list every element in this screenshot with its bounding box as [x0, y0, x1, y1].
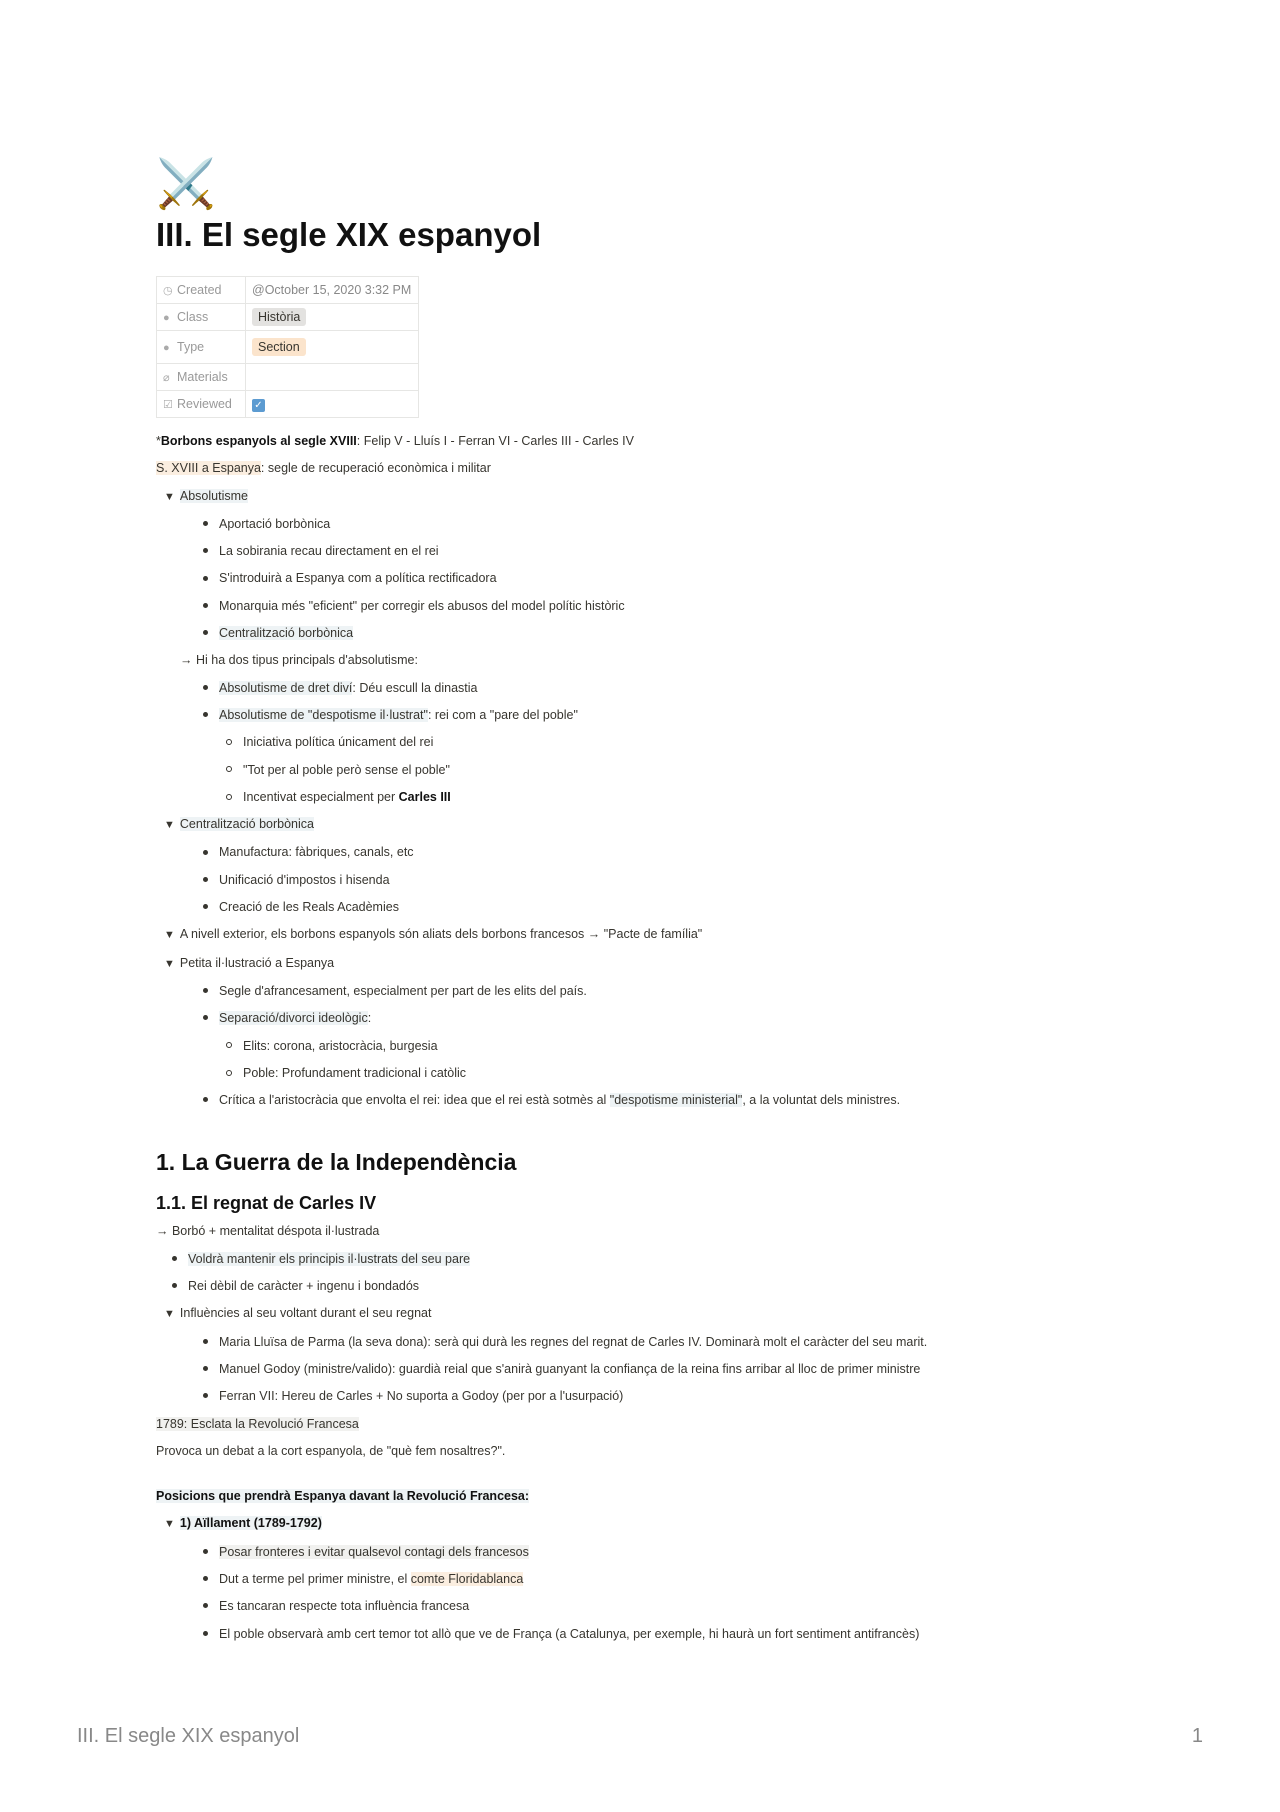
type-tag[interactable]: Section	[252, 338, 306, 356]
arrow-line: → Borbó + mentalitat déspota il·lustrada	[156, 1224, 380, 1239]
list-item: Manuel Godoy (ministre/valido): guardià reial que s'anirà guanyant la confiança de la reina fins arribar al lloc de primer ministre	[156, 1356, 1156, 1383]
list-item: Posar fronteres i evitar qualsevol contagi dels francesos	[156, 1539, 1156, 1566]
list-item: Es tancaran respecte tota influència francesa	[156, 1593, 1156, 1620]
page-content	[156, 160, 1156, 1648]
select-icon: ●	[163, 312, 170, 324]
list-item: Dut a terme pel primer ministre, el comte Floridablanca	[156, 1566, 1156, 1593]
page-number: 1	[1191, 1725, 1203, 1747]
list-item: Manufactura: fàbriques, canals, etc	[156, 839, 1156, 866]
list-item: Centralització borbònica	[156, 620, 1156, 647]
arrow-line: → Hi ha dos tipus principals d'absolutisme:	[180, 653, 418, 668]
crossed-swords-icon: ⚔️	[156, 158, 216, 211]
clock-icon: ◷	[163, 285, 173, 297]
created-value: @October 15, 2020 3:32 PM	[246, 277, 419, 304]
toggle-aillament[interactable]: ▼ 1) Aïllament (1789-1792)	[164, 1516, 322, 1531]
list-item: Creació de les Reals Acadèmies	[156, 894, 1156, 921]
materials-value[interactable]	[246, 364, 419, 391]
subsection-heading: 1.1. El regnat de Carles IV	[156, 1193, 377, 1214]
sub-list-item: Iniciativa política únicament del rei	[156, 729, 1156, 756]
toggle-triangle-icon[interactable]: ▼	[164, 929, 175, 942]
list-item: Crítica a l'aristocràcia que envolta el rei: idea que el rei està sotmès al "despotisme ministerial", a la voluntat dels ministres.	[156, 1087, 1156, 1114]
property-class: ● Class Història	[157, 304, 419, 331]
toggle-triangle-icon[interactable]: ▼	[164, 957, 175, 970]
toggle-triangle-icon[interactable]: ▼	[164, 1518, 175, 1531]
properties-table	[156, 276, 419, 418]
list-item: Ferran VII: Hereu de Carles + No suporta a Godoy (per por a l'usurpació)	[156, 1383, 1156, 1410]
list-item: Aportació borbònica	[156, 511, 1156, 538]
toggle-influencies[interactable]: ▼ Influències al seu voltant durant el seu regnat	[164, 1306, 432, 1321]
property-reviewed: ☑ Reviewed ✓	[157, 391, 419, 418]
page-title: III. El segle XIX espanyol	[156, 216, 542, 253]
list-item: Separació/divorci ideològic:	[156, 1005, 1156, 1032]
toggle-absolutisme[interactable]: ▼ Absolutisme	[164, 488, 248, 503]
page-footer	[77, 1725, 1203, 1748]
list-item: Monarquia més "eficient" per corregir els abusos del model polític històric	[156, 593, 1156, 620]
sub-list-item: "Tot per al poble però sense el poble"	[156, 757, 1156, 784]
paragraph: Provoca un debat a la cort espanyola, de "què fem nosaltres?".	[156, 1443, 506, 1458]
list-item: Rei dèbil de caràcter + ingenu i bondadós	[156, 1273, 1156, 1300]
property-type: ● Type Section	[157, 331, 419, 364]
list-item: S'introduirà a Espanya com a política rectificadora	[156, 565, 1156, 592]
reviewed-checkbox[interactable]: ✓	[252, 399, 265, 412]
sub-list-item: Poble: Profundament tradicional i catòlic	[156, 1060, 1156, 1087]
list-item: Absolutisme de "despotisme il·lustrat": rei com a "pare del poble"	[156, 702, 1156, 729]
toggle-triangle-icon[interactable]: ▼	[164, 1308, 175, 1321]
checkbox-property-icon: ☑	[163, 399, 173, 411]
toggle-exterior[interactable]: ▼ A nivell exterior, els borbons espanyols són aliats dels borbons francesos → "Pacte de família"	[164, 927, 703, 942]
list-item: La sobirania recau directament en el rei	[156, 538, 1156, 565]
property-materials: ⌀ Materials	[157, 364, 419, 391]
bold-heading: Posicions que prendrà Espanya davant la Revolució Francesa:	[156, 1489, 530, 1504]
intro-line-2: S. XVIII a Espanya: segle de recuperació econòmica i militar	[156, 461, 491, 476]
section-heading: 1. La Guerra de la Independència	[156, 1149, 517, 1176]
select-icon: ●	[163, 342, 170, 354]
toggle-centralitzacio[interactable]: ▼ Centralització borbònica	[164, 817, 314, 832]
list-item: Absolutisme de dret diví: Déu escull la dinastia	[156, 675, 1156, 702]
toggle-illustracio[interactable]: ▼ Petita il·lustració a Espanya	[164, 955, 335, 970]
paragraph: 1789: Esclata la Revolució Francesa	[156, 1416, 359, 1431]
sub-list-item: Elits: corona, aristocràcia, burgesia	[156, 1033, 1156, 1060]
intro-line-1: *Borbons espanyols al segle XVIII: Felip V - Lluís I - Ferran VI - Carles III - Carles IV	[156, 434, 634, 448]
list-item: Voldrà mantenir els principis il·lustrats del seu pare	[156, 1246, 1156, 1273]
list-item: Unificació d'impostos i hisenda	[156, 867, 1156, 894]
paperclip-icon: ⌀	[163, 372, 170, 384]
list-item: El poble observarà amb cert temor tot allò que ve de França (a Catalunya, per exemple, hi haurà un fort sentiment antifrancès)	[156, 1621, 1156, 1648]
toggle-triangle-icon[interactable]: ▼	[164, 490, 175, 503]
footer-title: III. El segle XIX espanyol	[77, 1725, 300, 1747]
property-created: ◷ Created @October 15, 2020 3:32 PM	[157, 277, 419, 304]
toggle-triangle-icon[interactable]: ▼	[164, 819, 175, 832]
class-tag[interactable]: Història	[252, 308, 306, 326]
sub-list-item: Incentivat especialment per Carles III	[156, 784, 1156, 811]
list-item: Maria Lluïsa de Parma (la seva dona): serà qui durà les regnes del regnat de Carles IV. Dominarà molt el caràcter del seu marit.	[156, 1329, 1156, 1356]
list-item: Segle d'afrancesament, especialment per part de les elits del país.	[156, 978, 1156, 1005]
